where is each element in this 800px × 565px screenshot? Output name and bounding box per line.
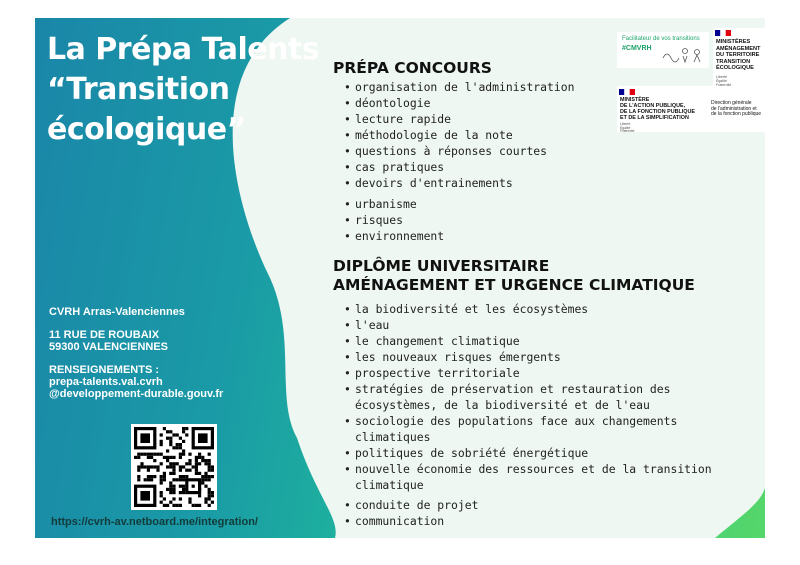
logo-text-line: DE LA FONCTION PUBLIQUE [620, 109, 695, 115]
bullet-icon: • [344, 382, 351, 396]
french-flag-icon [619, 89, 635, 95]
list-item [342, 212, 444, 228]
qr-code-icon [134, 427, 214, 507]
list-item [342, 413, 712, 445]
section-du-list [342, 301, 712, 493]
list-item-text: écosystèmes, de la biodiversité et de l'eau [355, 398, 650, 412]
logo-text-line: Direction générale [711, 100, 752, 106]
list-item-text: urbanisme [355, 197, 417, 211]
logo-text-line: AMÉNAGEMENT [716, 45, 761, 52]
bullet-icon: • [344, 112, 351, 126]
cmvrh-tagline: Facilitateur de vos transitions [622, 36, 700, 42]
contact-email-line-1[interactable]: prepa-talents.val.cvrh [49, 376, 163, 388]
list-item [342, 228, 444, 244]
contact-address-line-2: 59300 VALENCIENNES [49, 341, 169, 353]
logo-text-line: MINISTÈRES [716, 39, 751, 45]
bullet-icon: • [344, 128, 351, 142]
section-prepa-concours-list [342, 79, 574, 191]
logo-text-line: DU TERRITOIRE [716, 52, 760, 58]
contact-info-label: RENSEIGNEMENTS : [49, 364, 160, 376]
contact-email-line-2[interactable]: @developpement-durable.gouv.fr [49, 388, 224, 400]
logo-text-line: Liberté [716, 75, 727, 79]
cmvrh-logo [617, 32, 709, 68]
list-item [342, 159, 574, 175]
list-item [342, 461, 712, 493]
list-item [342, 127, 574, 143]
bullet-icon: • [344, 350, 351, 364]
bullet-icon: • [344, 302, 351, 316]
list-item-text: sociologie des populations face aux changements [355, 414, 678, 428]
logo-text-line: Égalité [620, 125, 631, 130]
list-item-text: déontologie [355, 96, 431, 110]
list-item-text: nouvelle économie des ressources et de la transition [355, 462, 712, 476]
contact-address-line-1: 11 RUE DE ROUBAIX [49, 329, 160, 341]
bullet-icon: • [344, 366, 351, 380]
logo-text-line: ÉCOLOGIQUE [716, 65, 754, 71]
french-flag-icon [715, 30, 731, 36]
list-item [342, 333, 712, 349]
list-item-text: méthodologie de la note [355, 128, 513, 142]
poster [35, 18, 765, 538]
list-item [342, 111, 574, 127]
bullet-icon: • [344, 498, 351, 512]
list-item [342, 196, 444, 212]
list-item [342, 381, 712, 413]
list-item [342, 497, 478, 513]
logo-text-line: Liberté [620, 122, 631, 126]
bullet-icon: • [344, 446, 351, 460]
logo-text-line: Fraternité [620, 129, 635, 134]
bullet-icon: • [344, 514, 351, 528]
list-item-text: conduite de projet [355, 498, 479, 512]
section-du-heading-line-1: DIPLÔME UNIVERSITAIRE [333, 257, 550, 275]
bullet-icon: • [344, 229, 351, 243]
ministere-action-publique-logo [617, 86, 765, 132]
section-prepa-concours-heading: PRÉPA CONCOURS [333, 59, 492, 77]
logo-text-line: Égalité [716, 79, 727, 84]
bullet-icon: • [344, 213, 351, 227]
bullet-icon: • [344, 176, 351, 190]
section-prepa-concours-themes-list [342, 196, 444, 244]
list-item-text: le changement climatique [355, 334, 520, 348]
bullet-icon: • [344, 160, 351, 174]
title-line-2: “Transition [47, 72, 230, 107]
bullet-icon: • [344, 96, 351, 110]
bullet-icon: • [344, 80, 351, 94]
list-item-text: climatique [355, 478, 424, 492]
list-item-text: organisation de l'administration [355, 80, 575, 94]
list-item [342, 349, 712, 365]
qr-code[interactable] [131, 424, 217, 510]
list-item [342, 143, 574, 159]
bullet-icon: • [344, 318, 351, 332]
list-item-text: stratégies de préservation et restauration des [355, 382, 671, 396]
bullet-icon: • [344, 144, 351, 158]
logo-text-line: MINISTÈRE [620, 97, 650, 103]
section-du-heading-line-2: AMÉNAGEMENT ET URGENCE CLIMATIQUE [333, 276, 695, 294]
list-item-text: la biodiversité et les écosystèmes [355, 302, 589, 316]
list-item [342, 175, 574, 191]
list-item-text: risques [355, 213, 404, 227]
cmvrh-figures-icon [661, 44, 705, 64]
logo-text-line: ET DE LA SIMPLIFICATION [620, 115, 689, 121]
list-item [342, 445, 712, 461]
list-item-text: politiques de sobriété énergétique [355, 446, 589, 460]
title-line-1: La Prépa Talents [47, 32, 320, 67]
list-item-text: l'eau [355, 318, 390, 332]
contact-url-link[interactable]: https://cvrh-av.netboard.me/integration/ [51, 516, 258, 528]
list-item-text: devoirs d'entrainements [355, 176, 513, 190]
list-item-text: les nouveaux risques émergents [355, 350, 561, 364]
list-item-text: prospective territoriale [355, 366, 520, 380]
logo-text-line: DE L'ACTION PUBLIQUE, [620, 103, 686, 109]
logo-text-line: TRANSITION [716, 58, 751, 65]
list-item [342, 301, 712, 317]
list-item [342, 365, 712, 381]
list-item-text: communication [355, 514, 445, 528]
list-item-text: climatiques [355, 430, 431, 444]
bullet-icon: • [344, 197, 351, 211]
list-item [342, 513, 478, 529]
list-item [342, 95, 574, 111]
section-du-skills-list [342, 497, 478, 529]
contact-org: CVRH Arras-Valenciennes [49, 306, 185, 318]
cmvrh-name: #CMVRH [622, 45, 652, 52]
bullet-icon: • [344, 414, 351, 428]
bullet-icon: • [344, 462, 351, 476]
list-item-text: questions à réponses courtes [355, 144, 548, 158]
list-item [342, 317, 712, 333]
logo-text-line: de l'administration et [711, 105, 757, 112]
list-item-text: cas pratiques [355, 160, 445, 174]
list-item [342, 79, 574, 95]
logo-text-line: de la fonction publique [711, 111, 762, 118]
list-item-text: environnement [355, 229, 445, 243]
list-item-text: lecture rapide [355, 112, 452, 126]
title-line-3: écologique” [47, 112, 246, 147]
bullet-icon: • [344, 334, 351, 348]
